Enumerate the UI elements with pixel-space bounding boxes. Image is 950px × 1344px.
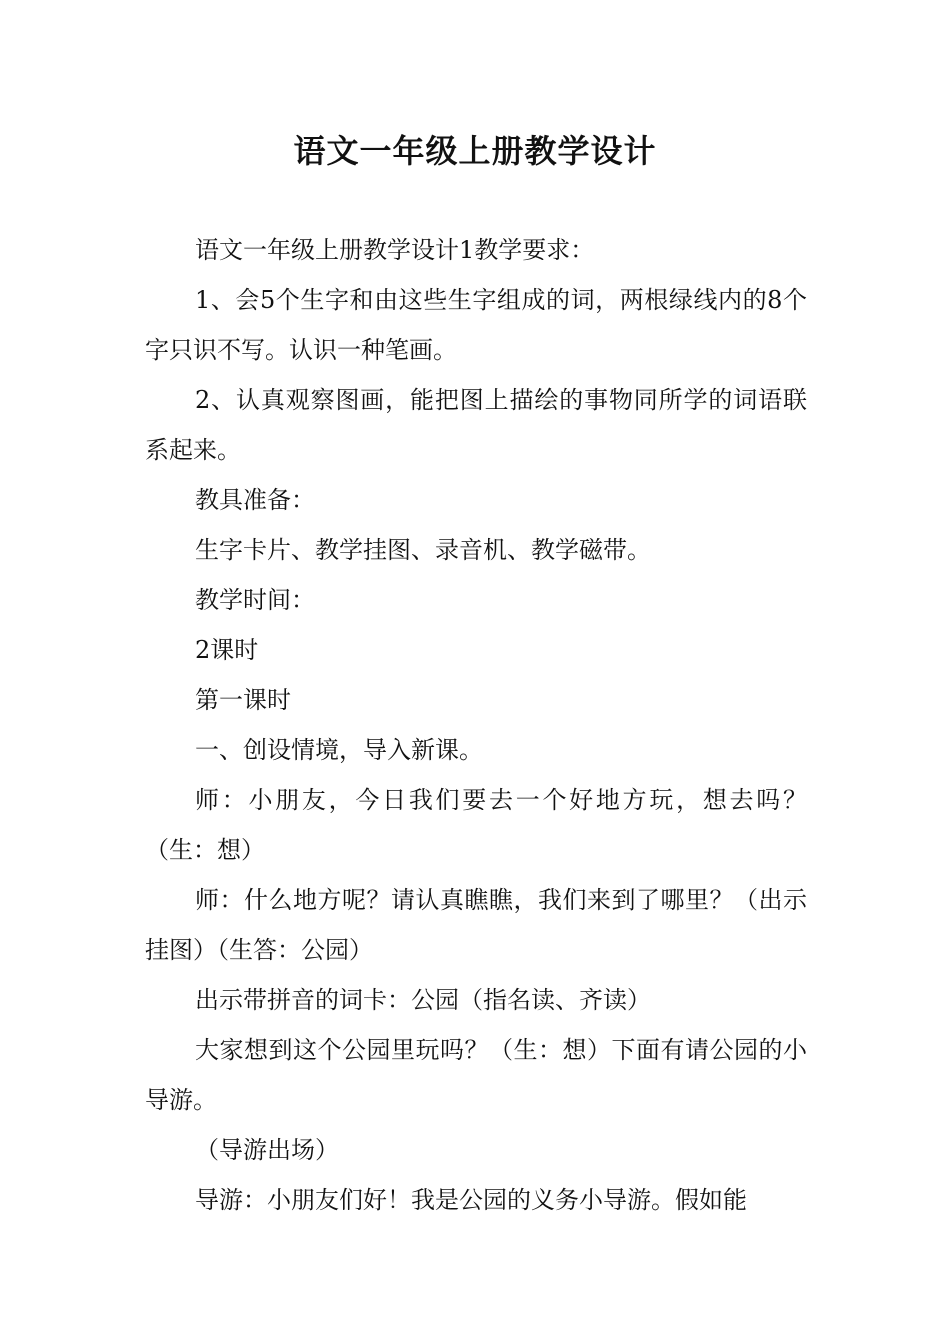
paragraph: 教学时间： <box>195 586 315 614</box>
paragraph: 1、会5个生字和由这些生字组成的词，两根绿线内的8个字只识不写。认识一种笔画。 <box>145 286 807 364</box>
paragraph: （导游出场） <box>195 1136 339 1164</box>
paragraph: 出示带拼音的词卡：公园（指名读、齐读） <box>195 986 651 1014</box>
paragraph: 第一课时 <box>195 686 291 714</box>
paragraph: 师：小朋友，今日我们要去一个好地方玩，想去吗？（生：想） <box>145 786 807 864</box>
paragraph: 导游：小朋友们好！我是公园的义务小导游。假如能 <box>195 1186 747 1214</box>
paragraph: 大家想到这个公园里玩吗？（生：想）下面有请公园的小导游。 <box>145 1036 807 1114</box>
document-title: 语文一年级上册教学设计 <box>293 132 657 170</box>
paragraph: 教具准备： <box>195 486 315 514</box>
document-body <box>145 225 807 1225</box>
paragraph: 生字卡片、教学挂图、录音机、教学磁带。 <box>195 536 651 564</box>
paragraph: 语文一年级上册教学设计1教学要求： <box>195 236 595 264</box>
paragraph: 师：什么地方呢？请认真瞧瞧，我们来到了哪里？（出示挂图）（生答：公园） <box>145 886 807 964</box>
paragraph: 2、认真观察图画，能把图上描绘的事物同所学的词语联系起来。 <box>145 386 807 464</box>
paragraph: 一、创设情境，导入新课。 <box>195 736 483 764</box>
paragraph: 2课时 <box>195 636 259 664</box>
